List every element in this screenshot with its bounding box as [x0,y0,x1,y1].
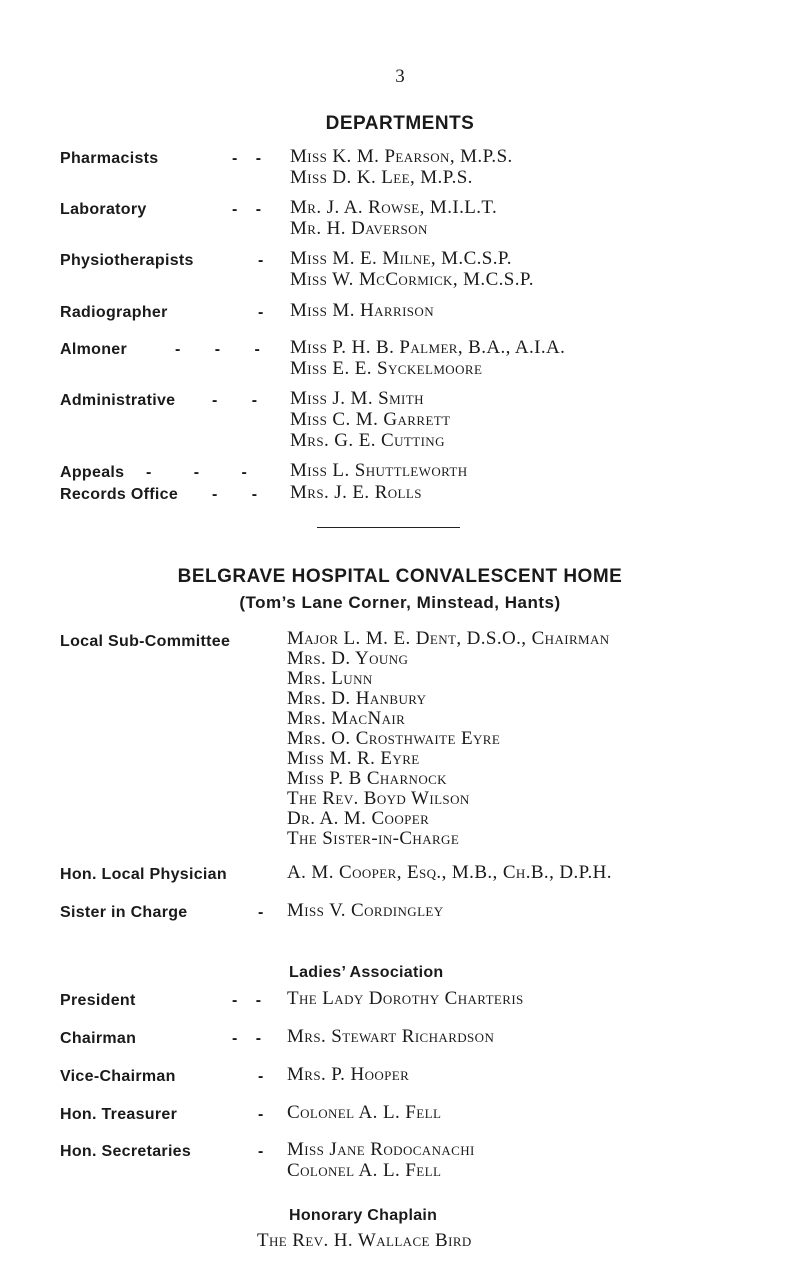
dept-label: Radiographer [60,304,168,321]
ladies-dash: - [258,1068,264,1085]
dept-name: Mr. J. A. Rowse, M.I.L.T. [290,197,498,218]
dept-dash: - - [232,150,262,167]
dept-names [290,460,468,481]
committee-member: Miss M. R. Eyre [287,748,420,769]
ladies-names [287,1102,441,1123]
dept-dash: - - [232,201,262,218]
physician-label: Hon. Local Physician [60,866,227,883]
ladies-names [287,1139,475,1181]
committee-label: Local Sub-Committee [60,633,231,650]
physician-name: A. M. Cooper, Esq., M.B., Ch.B., D.P.H. [287,862,612,883]
dept-dash: - - [212,392,258,409]
home-title: BELGRAVE HOSPITAL CONVALESCENT HOME [177,566,623,587]
dept-label: Pharmacists [60,150,159,167]
ladies-label: Hon. Secretaries [60,1143,192,1160]
dept-names [290,146,513,188]
dept-name: Miss W. McCormick, M.C.S.P. [290,269,534,290]
dept-dash: - - [212,486,258,503]
ladies-dash: - - [232,1030,262,1047]
ladies-names [287,1064,409,1085]
dept-names [290,337,565,379]
ladies-label: Vice-Chairman [60,1068,176,1085]
chaplain-names [257,1230,472,1251]
committee-member: Mrs. Lunn [287,668,373,689]
physician-names [287,862,612,883]
committee-member: Mrs. MacNair [287,708,406,729]
ladies-name: Colonel A. L. Fell [287,1160,442,1181]
dept-dash: - [258,252,264,269]
ladies-label: President [60,992,136,1009]
dept-label: Laboratory [60,201,147,218]
ladies-dash: - [258,1106,264,1123]
dept-name: Miss M. Harrison [290,300,435,321]
ladies-name: Mrs. Stewart Richardson [287,1026,495,1047]
ladies-name: Miss Jane Rodocanachi [287,1139,475,1160]
dept-names [290,388,450,451]
sister-dash: - [258,904,264,921]
dept-name: Miss M. E. Milne, M.C.S.P. [290,248,512,269]
ladies-name: The Lady Dorothy Charteris [287,988,524,1009]
dept-name: Mrs. G. E. Cutting [290,430,445,451]
dept-names [290,482,422,503]
ladies-dash: - [258,1143,264,1160]
committee-member: Mrs. D. Hanbury [287,688,427,709]
dept-dash: - [258,304,264,321]
dept-names [290,248,534,290]
sister-name: Miss V. Cordingley [287,900,444,921]
committee-names [287,629,610,849]
dept-label: Records Office [60,486,179,503]
dept-name: Miss E. E. Syckelmoore [290,358,483,379]
departments-heading: DEPARTMENTS [325,113,475,134]
dept-name: Miss L. Shuttleworth [290,460,468,481]
dept-name: Miss J. M. Smith [290,388,424,409]
committee-member: The Sister-in-Charge [287,828,460,849]
chaplain-name: The Rev. H. Wallace Bird [257,1230,472,1251]
page-number: 3 [395,66,405,87]
dept-label: Administrative [60,392,176,409]
committee-member: Major L. M. E. Dent, D.S.O., Chairman [287,628,610,649]
ladies-label: Chairman [60,1030,137,1047]
ladies-dash: - - [232,992,262,1009]
dept-name: Miss P. H. B. Palmer, B.A., A.I.A. [290,337,566,358]
ladies-heading: Ladies’ Association [289,964,444,981]
ladies-names [287,1026,494,1047]
committee-member: The Rev. Boyd Wilson [287,788,470,809]
dept-names [290,197,497,239]
committee-member: Mrs. D. Young [287,648,409,669]
home-subtitle: (Tom’s Lane Corner, Minstead, Hants) [239,593,561,612]
dept-name: Miss D. K. Lee, M.P.S. [290,167,473,188]
dept-dash: - - - [146,464,247,481]
dept-name: Mrs. J. E. Rolls [290,482,422,503]
ladies-names [287,988,524,1009]
dept-name: Miss C. M. Garrett [290,409,451,430]
dept-label: Appeals [60,464,125,481]
sister-label: Sister in Charge [60,904,188,921]
ladies-name: Mrs. P. Hooper [287,1064,410,1085]
committee-member: Mrs. O. Crosthwaite Eyre [287,728,501,749]
ladies-label: Hon. Treasurer [60,1106,178,1123]
sister-names [287,900,444,921]
chaplain-heading: Honorary Chaplain [289,1207,438,1224]
dept-names [290,300,434,321]
dept-name: Miss K. M. Pearson, M.P.S. [290,146,513,167]
dept-label: Almoner [60,341,127,358]
ladies-name: Colonel A. L. Fell [287,1102,442,1123]
committee-member: Dr. A. M. Cooper [287,808,430,829]
dept-name: Mr. H. Daverson [290,218,428,239]
section-divider [317,527,460,528]
dept-dash: - - - [175,341,260,358]
dept-label: Physiotherapists [60,252,194,269]
committee-member: Miss P. B Charnock [287,768,447,789]
